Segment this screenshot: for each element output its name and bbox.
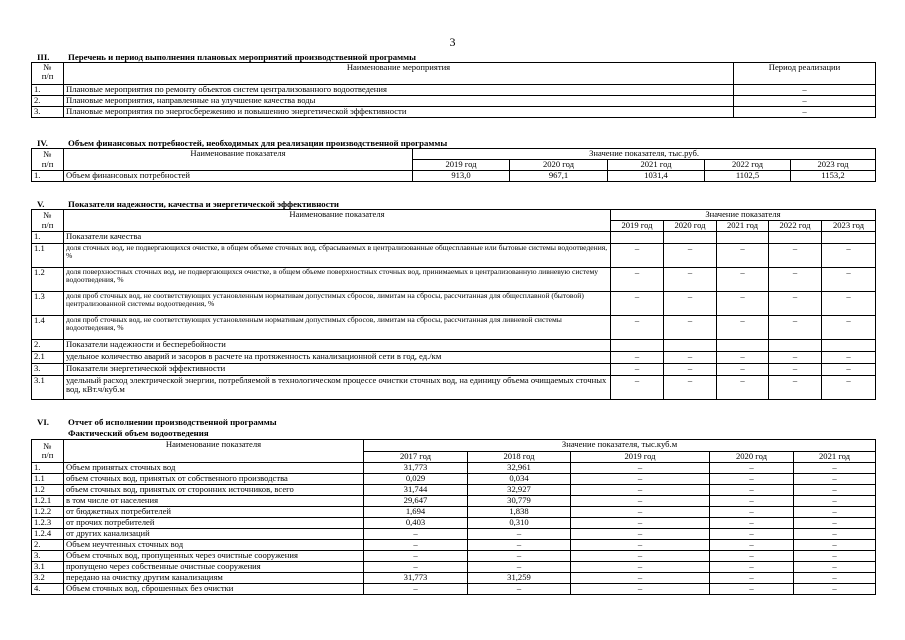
row-value: – xyxy=(364,529,468,540)
row-num: 1.2.3 xyxy=(32,518,64,529)
row-value: – xyxy=(611,376,664,400)
table-row xyxy=(32,496,876,507)
section-4-roman: IV. xyxy=(37,138,48,148)
row-value xyxy=(717,340,769,352)
row-value: 31,773 xyxy=(364,573,468,584)
table-row xyxy=(32,292,876,316)
row-value: 31,773 xyxy=(364,463,468,474)
row-value: – xyxy=(468,551,571,562)
row-value: – xyxy=(794,540,876,551)
row-name: Объем финансовых потребностей xyxy=(64,171,413,182)
table-row xyxy=(32,474,876,485)
row-value: – xyxy=(611,352,664,364)
table-row xyxy=(32,96,876,107)
row-value: – xyxy=(468,529,571,540)
header-name: Наименование показателя xyxy=(64,210,611,232)
row-value: – xyxy=(769,352,822,364)
row-value xyxy=(822,340,876,352)
row-value xyxy=(769,232,822,244)
row-value: – xyxy=(822,364,876,376)
table-row xyxy=(32,340,876,352)
row-value: – xyxy=(710,485,794,496)
row-value: 30,779 xyxy=(468,496,571,507)
row-value: – xyxy=(710,496,794,507)
row-value: 1153,2 xyxy=(791,171,876,182)
section-3-title: Перечень и период выполнения плановых мероприятий производственной программы xyxy=(68,52,417,62)
header-name: Наименование показателя xyxy=(64,440,364,463)
row-value: 32,961 xyxy=(468,463,571,474)
table-row xyxy=(32,376,876,400)
row-value: 29,647 xyxy=(364,496,468,507)
row-value: – xyxy=(794,463,876,474)
row-value: – xyxy=(794,573,876,584)
row-value: – xyxy=(710,562,794,573)
row-name: объем сточных вод, принятых от сторонних источников, всего xyxy=(64,485,364,496)
row-value: – xyxy=(717,244,769,268)
header-year: 2022 год xyxy=(705,160,791,171)
table-section-3 xyxy=(31,62,876,118)
row-name: передано на очистку другим канализациям xyxy=(64,573,364,584)
row-value: – xyxy=(794,507,876,518)
table-row xyxy=(32,463,876,474)
row-value: – xyxy=(664,352,717,364)
header-year: 2020 год xyxy=(710,452,794,463)
row-value: – xyxy=(794,518,876,529)
table-section-4 xyxy=(31,148,876,182)
table-row xyxy=(32,529,876,540)
row-value: – xyxy=(571,518,710,529)
header-period: Период реализации xyxy=(734,63,876,85)
row-value: – xyxy=(571,474,710,485)
row-num: 1.2 xyxy=(32,268,64,292)
section-6-title: Отчет об исполнении производственной программы xyxy=(68,417,277,427)
row-value: 967,1 xyxy=(510,171,608,182)
row-value: – xyxy=(769,244,822,268)
row-value: – xyxy=(611,316,664,340)
table-section-6-body xyxy=(32,463,876,595)
row-num: 3.2 xyxy=(32,573,64,584)
header-year: 2018 год xyxy=(468,452,571,463)
row-value: – xyxy=(717,364,769,376)
header-num: № п/п xyxy=(32,210,64,232)
row-period: – xyxy=(734,107,876,118)
table-row xyxy=(32,507,876,518)
section-4-title: Объем финансовых потребностей, необходимых для реализации производственной программы xyxy=(68,138,448,148)
row-name: доля сточных вод, не подвергающихся очистке, в общем объеме сточных вод, сбрасываемых в централизованные общесплавные или бытовые системы водоотведения, % xyxy=(64,244,611,268)
row-value: – xyxy=(822,376,876,400)
row-value xyxy=(664,232,717,244)
row-name: Объем принятых сточных вод xyxy=(64,463,364,474)
row-value: 1031,4 xyxy=(608,171,705,182)
row-value: – xyxy=(769,376,822,400)
row-value: – xyxy=(822,352,876,364)
row-value: – xyxy=(664,364,717,376)
row-name: объем сточных вод, принятых от собственного производства xyxy=(64,474,364,485)
row-value: – xyxy=(664,268,717,292)
row-name: от других канализаций xyxy=(64,529,364,540)
row-value: – xyxy=(468,540,571,551)
page-number: 3 xyxy=(449,35,456,49)
header-year: 2021 год xyxy=(794,452,876,463)
row-num: 1.2.1 xyxy=(32,496,64,507)
table-row xyxy=(32,107,876,118)
row-num: 1. xyxy=(32,171,64,182)
row-period: – xyxy=(734,96,876,107)
row-value: – xyxy=(717,376,769,400)
row-value: – xyxy=(571,507,710,518)
row-value: – xyxy=(664,292,717,316)
row-num: 2.1 xyxy=(32,352,64,364)
row-value: 0,403 xyxy=(364,518,468,529)
row-value xyxy=(611,232,664,244)
row-num: 3. xyxy=(32,364,64,376)
row-num: 1. xyxy=(32,463,64,474)
row-value: – xyxy=(571,529,710,540)
row-value: – xyxy=(794,485,876,496)
row-value xyxy=(769,340,822,352)
row-name: Плановые мероприятия по ремонту объектов систем централизованного водоотведения xyxy=(64,85,734,96)
table-row xyxy=(32,573,876,584)
row-num: 3.1 xyxy=(32,562,64,573)
row-value: 913,0 xyxy=(413,171,510,182)
table-row xyxy=(32,540,876,551)
row-value: – xyxy=(571,485,710,496)
header-year: 2021 год xyxy=(608,160,705,171)
row-value: – xyxy=(571,573,710,584)
header-year: 2019 год xyxy=(571,452,710,463)
row-name: доля проб сточных вод, не соответствующих установленным нормативам допустимых сбросов, лимитам на сбросы, рассчитанная для ливневой системы водоотведения, % xyxy=(64,316,611,340)
header-name: Наименование показателя xyxy=(64,149,413,171)
row-name: Плановые мероприятия, направленные на улучшение качества воды xyxy=(64,96,734,107)
table-section-5 xyxy=(31,209,876,400)
row-name: удельное количество аварий и засоров в расчете на протяженность канализационной сети в год, ед./км xyxy=(64,352,611,364)
row-value: – xyxy=(717,292,769,316)
row-name: от прочих потребителей xyxy=(64,518,364,529)
table-row xyxy=(32,562,876,573)
row-num: 2. xyxy=(32,540,64,551)
row-num: 4. xyxy=(32,584,64,595)
row-value: – xyxy=(571,463,710,474)
row-value: – xyxy=(769,364,822,376)
row-value: – xyxy=(822,292,876,316)
row-value: – xyxy=(611,292,664,316)
header-year: 2019 год xyxy=(413,160,510,171)
table-row xyxy=(32,518,876,529)
row-value: – xyxy=(364,562,468,573)
row-name: Показатели надежности и бесперебойности xyxy=(64,340,611,352)
row-value: – xyxy=(769,316,822,340)
row-value: – xyxy=(364,540,468,551)
row-name: Объем неучтенных сточных вод xyxy=(64,540,364,551)
row-name: доля проб сточных вод, не соответствующих установленным нормативам допустимых сбросов, лимитам на сбросы, рассчитанная для общесплавной (бытовой) централизованной системы водоотведения, % xyxy=(64,292,611,316)
table-row xyxy=(32,316,876,340)
row-name: доля поверхностных сточных вод, не подвергающихся очистке, в общем объеме поверхностных сточных вод, принимаемых в централизованную ливневую систему водоотведения, % xyxy=(64,268,611,292)
table-row xyxy=(32,85,876,96)
row-name: Объем сточных вод, сброшенных без очистки xyxy=(64,584,364,595)
row-name: пропущено через собственные очистные сооружения xyxy=(64,562,364,573)
row-value: 1,694 xyxy=(364,507,468,518)
header-year: 2023 год xyxy=(791,160,876,171)
row-value: – xyxy=(364,551,468,562)
row-num: 1.3 xyxy=(32,292,64,316)
header-year: 2023 год xyxy=(822,221,876,232)
row-value: – xyxy=(710,529,794,540)
row-value: – xyxy=(769,292,822,316)
header-value: Значение показателя, тыс.куб.м xyxy=(364,440,876,452)
header-value: Значение показателя, тыс.руб. xyxy=(413,149,876,160)
row-num: 3. xyxy=(32,107,64,118)
row-num: 2. xyxy=(32,96,64,107)
table-row xyxy=(32,364,876,376)
header-num: № п/п xyxy=(32,149,64,171)
row-value: 31,744 xyxy=(364,485,468,496)
row-num: 1. xyxy=(32,232,64,244)
row-value: – xyxy=(794,551,876,562)
row-num: 1.1 xyxy=(32,474,64,485)
row-name: Плановые мероприятия по энергосбережению и повышению энергетической эффективности xyxy=(64,107,734,118)
row-value: – xyxy=(710,584,794,595)
row-value: – xyxy=(710,518,794,529)
section-5-roman: V. xyxy=(37,199,45,209)
table-row xyxy=(32,171,876,182)
row-value: – xyxy=(794,584,876,595)
table-row xyxy=(32,584,876,595)
row-value: – xyxy=(611,364,664,376)
section-5-title: Показатели надежности, качества и энергетической эффективности xyxy=(68,199,339,209)
row-name: Объем сточных вод, пропущенных через очистные сооружения xyxy=(64,551,364,562)
row-value: – xyxy=(794,562,876,573)
table-row xyxy=(32,232,876,244)
section-6-heading xyxy=(37,418,277,427)
row-num: 1. xyxy=(32,85,64,96)
header-value: Значение показателя xyxy=(611,210,876,221)
row-period: – xyxy=(734,85,876,96)
header-num: № п/п xyxy=(32,440,64,463)
section-5-heading xyxy=(37,200,339,209)
row-value: – xyxy=(468,562,571,573)
section-4-heading xyxy=(37,139,447,148)
row-value: – xyxy=(717,352,769,364)
header-num: № п/п xyxy=(32,63,64,85)
header-year: 2019 год xyxy=(611,221,664,232)
section-6-roman: VI. xyxy=(37,417,49,427)
row-name: Показатели качества xyxy=(64,232,611,244)
table-row xyxy=(32,551,876,562)
row-value xyxy=(611,340,664,352)
row-value: – xyxy=(710,463,794,474)
row-value: – xyxy=(710,540,794,551)
row-num: 1.1 xyxy=(32,244,64,268)
row-value xyxy=(717,232,769,244)
row-value: – xyxy=(611,268,664,292)
header-year: 2022 год xyxy=(769,221,822,232)
row-value: – xyxy=(794,474,876,485)
row-name: Показатели энергетической эффективности xyxy=(64,364,611,376)
row-value: – xyxy=(822,244,876,268)
row-value: – xyxy=(364,584,468,595)
table-section-6 xyxy=(31,439,876,595)
table-row xyxy=(32,352,876,364)
row-value: – xyxy=(664,244,717,268)
row-value: – xyxy=(664,316,717,340)
row-value: 32,927 xyxy=(468,485,571,496)
header-year: 2020 год xyxy=(510,160,608,171)
row-value: – xyxy=(717,268,769,292)
row-num: 1.4 xyxy=(32,316,64,340)
row-num: 3.1 xyxy=(32,376,64,400)
row-value xyxy=(822,232,876,244)
row-value xyxy=(664,340,717,352)
row-value: 1102,5 xyxy=(705,171,791,182)
row-num: 1.2.2 xyxy=(32,507,64,518)
row-value: – xyxy=(468,584,571,595)
row-value: 0,029 xyxy=(364,474,468,485)
row-value: – xyxy=(822,316,876,340)
row-value: – xyxy=(571,551,710,562)
row-value: – xyxy=(710,474,794,485)
table-row xyxy=(32,268,876,292)
row-value: 0,034 xyxy=(468,474,571,485)
row-value: – xyxy=(571,562,710,573)
row-value: – xyxy=(571,540,710,551)
row-num: 3. xyxy=(32,551,64,562)
section-3-roman: III. xyxy=(37,52,50,62)
row-value: – xyxy=(769,268,822,292)
row-value: – xyxy=(710,551,794,562)
row-name: от бюджетных потребителей xyxy=(64,507,364,518)
row-value: – xyxy=(794,529,876,540)
row-num: 1.2.4 xyxy=(32,529,64,540)
row-value: – xyxy=(717,316,769,340)
section-6-subtitle: Фактический объем водоотведения xyxy=(68,428,209,438)
row-value: 0,310 xyxy=(468,518,571,529)
row-value: – xyxy=(571,584,710,595)
table-row xyxy=(32,244,876,268)
row-value: – xyxy=(664,376,717,400)
row-value: – xyxy=(710,573,794,584)
row-value: 1,838 xyxy=(468,507,571,518)
row-name: удельный расход электрической энергии, потребляемой в технологическом процессе очистки сточных вод, на единицу объема очищаемых сточных вод, кВт.ч/куб.м xyxy=(64,376,611,400)
header-name: Наименование мероприятия xyxy=(64,63,734,85)
row-num: 2. xyxy=(32,340,64,352)
header-year: 2021 год xyxy=(717,221,769,232)
table-row xyxy=(32,485,876,496)
header-year: 2017 год xyxy=(364,452,468,463)
row-num: 1.2 xyxy=(32,485,64,496)
row-value: – xyxy=(571,496,710,507)
row-value: – xyxy=(794,496,876,507)
row-value: – xyxy=(710,507,794,518)
row-value: – xyxy=(822,268,876,292)
row-value: – xyxy=(611,244,664,268)
header-year: 2020 год xyxy=(664,221,717,232)
row-value: 31,259 xyxy=(468,573,571,584)
row-name: в том числе от населения xyxy=(64,496,364,507)
section-3-heading xyxy=(37,53,416,62)
